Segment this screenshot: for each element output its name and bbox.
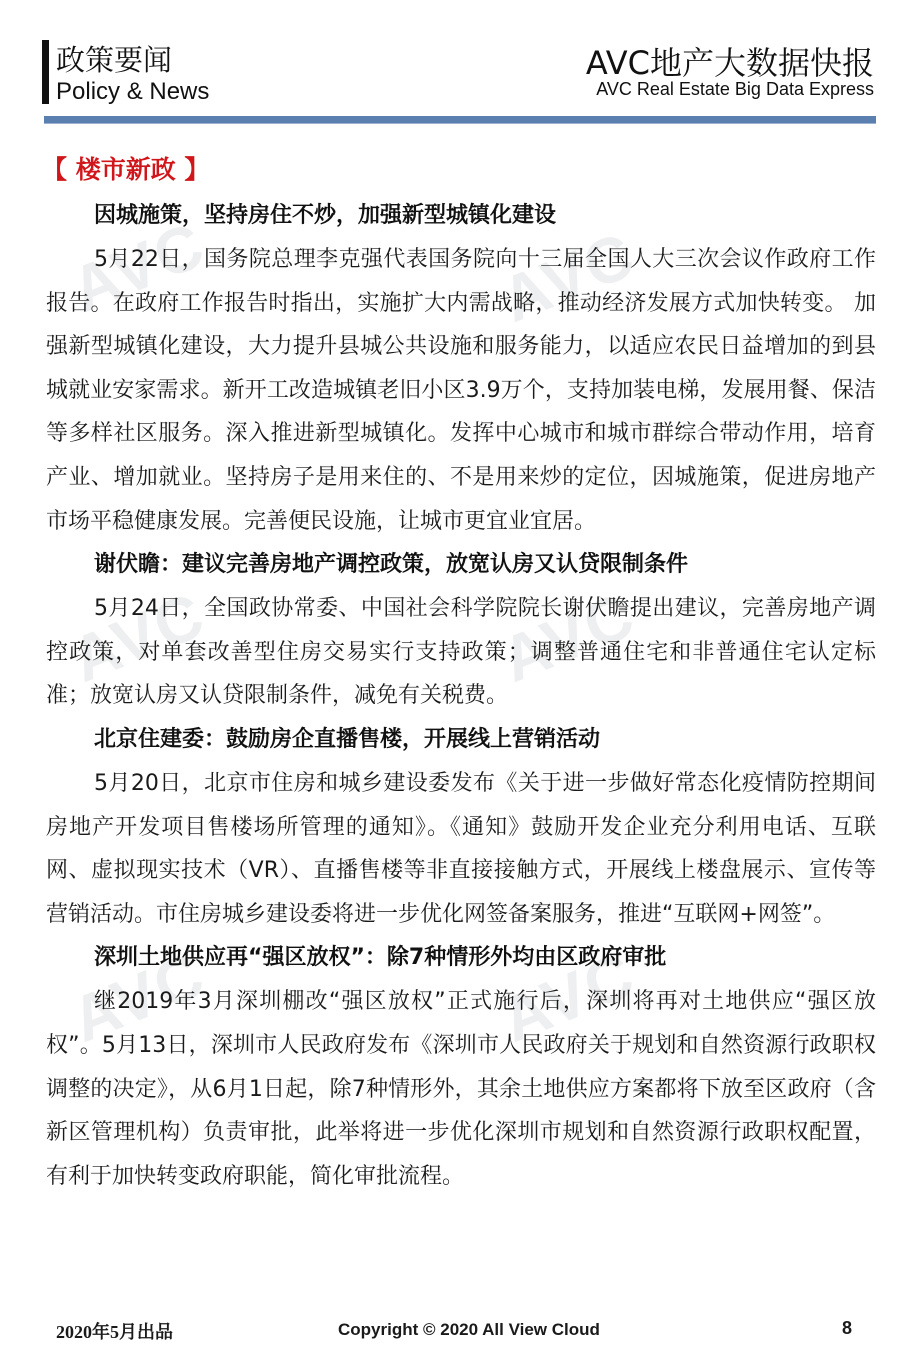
- article-body: 5月20日，北京市住房和城乡建设委发布《关于进一步做好常态化疫情防控期间房地产开发项目售楼场所管理的通知》。《通知》鼓励开发企业充分利用电话、互联网、虚拟现实技术（VR）、直播售楼等非直接接触方式，开展线上楼盘展示、宣传等营销活动。市住房城乡建设委将进一步优化网签备案服务，推进“互联网+网签”。: [46, 770, 876, 927]
- article-body: 5月24日，全国政协常委、中国社会科学院院长谢伏瞻提出建议，完善房地产调控政策，对单套改善型住房交易实行支持政策；调整普通住宅和非普通住宅认定标准；放宽认房又认贷限制条件，减免有关税费。: [46, 596, 876, 709]
- page-header: [0, 0, 908, 130]
- header-divider: [44, 116, 876, 124]
- publish-date: 2020年5月出品: [56, 1322, 173, 1342]
- header-accent-bar: [42, 40, 49, 104]
- article-body: 继2019年3月深圳棚改“强区放权”正式施行后，深圳将再对土地供应“强区放权”。5月13日，深圳市人民政府发布《深圳市人民政府关于规划和自然资源行政职权调整的决定》，从6月1日起，除7种情形外，其余土地供应方案都将下放至区政府（含新区管理机构）负责审批，此举将进一步优化深圳市规划和自然资源行政职权配置，有利于加快转变政府职能，简化审批流程。: [46, 989, 876, 1189]
- article-title: 因城施策，坚持房住不炒，加强新型城镇化建设: [94, 203, 557, 228]
- article-body: 5月22日，国务院总理李克强代表国务院向十三届全国人大三次会议作政府工作报告。在政府工作报告时指出，实施扩大内需战略，推动经济发展方式加快转变。 加强新型城镇化建设，大力提升县城公共设施和服务能力，以适应农民日益增加的到县城就业安家需求。新开工改造城镇老旧小区3.9万个，支持加装电梯，发展用餐、保洁等多样社区服务。深入推进新型城镇化。发挥中心城市和城市群综合带动作用，培育产业、增加就业。坚持房子是用来住的、不是用来炒的定位，因城施策，促进房地产市场平稳健康发展。完善便民设施，让城市更宜业宜居。: [46, 247, 876, 534]
- section-name-cn: 政策要闻: [56, 43, 173, 77]
- article: [46, 194, 876, 543]
- section-title: 【 楼市新政 】: [42, 155, 210, 184]
- article: [46, 718, 876, 936]
- copyright: Copyright © 2020 All View Cloud: [338, 1320, 600, 1339]
- article-content: [42, 150, 876, 1198]
- article-title: 谢伏瞻：建议完善房地产调控政策，放宽认房又认贷限制条件: [94, 552, 689, 578]
- watermark: AVC: [61, 208, 215, 326]
- watermark: AVC: [491, 578, 645, 696]
- watermark: AVC: [61, 938, 215, 1056]
- section-name-en: Policy & News: [56, 78, 210, 105]
- watermark: AVC: [491, 218, 645, 336]
- article: [46, 936, 876, 1198]
- article-title: 北京住建委：鼓励房企直播售楼，开展线上营销活动: [94, 726, 601, 752]
- article: [46, 543, 876, 718]
- article-title: 深圳土地供应再“强区放权”：除7种情形外均由区政府审批: [94, 945, 667, 971]
- watermark: AVC: [491, 938, 645, 1056]
- brand-title-cn: AVC地产大数据快报: [585, 44, 874, 82]
- page-number: 8: [841, 1318, 852, 1338]
- brand-title-en: AVC Real Estate Big Data Express: [596, 79, 874, 99]
- page-footer: [0, 1318, 908, 1348]
- watermark: AVC: [61, 578, 215, 696]
